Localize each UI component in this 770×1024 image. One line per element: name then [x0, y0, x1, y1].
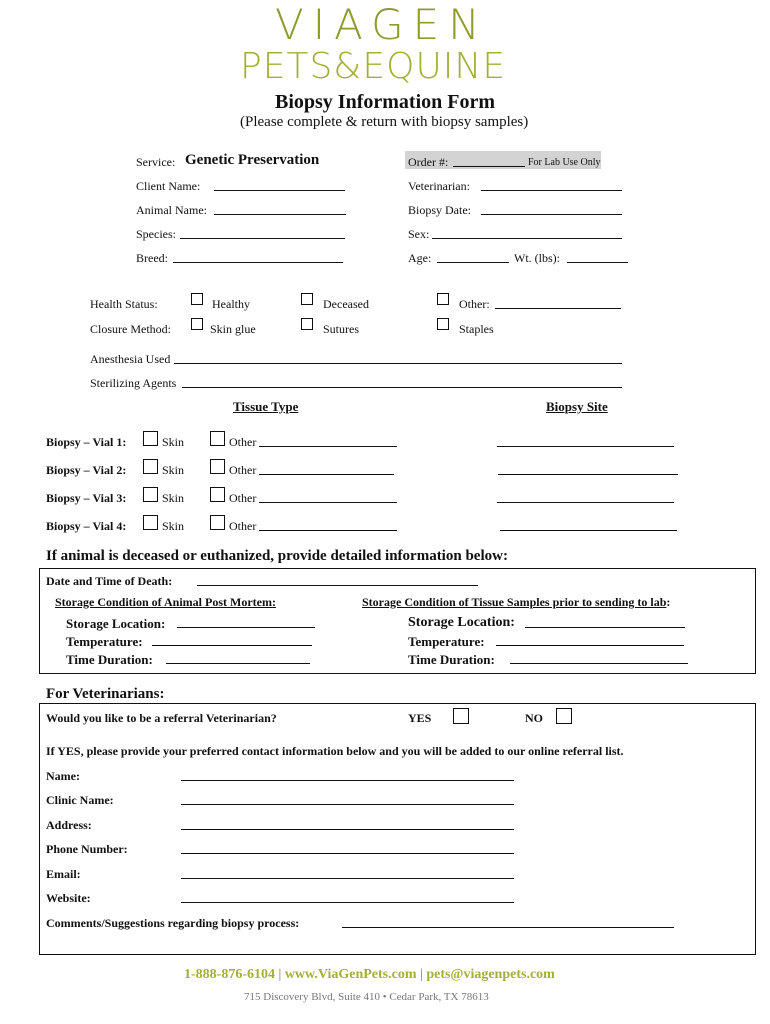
vial-3-skin-checkbox[interactable]	[143, 487, 158, 502]
other-health-label: Other:	[459, 297, 490, 311]
logo-pets-equine: PETS&EQUINE	[240, 46, 507, 87]
anesthesia-label: Anesthesia Used	[90, 352, 171, 366]
weight-field[interactable]	[567, 250, 628, 263]
lab-use-note: For Lab Use Only	[528, 157, 601, 168]
sex-field[interactable]	[432, 226, 622, 239]
ts-duration-field[interactable]	[510, 651, 688, 664]
deceased-label: Deceased	[323, 297, 369, 311]
clinic-name-field[interactable]	[181, 792, 514, 805]
weight-label: Wt. (lbs):	[514, 251, 560, 265]
deceased-checkbox[interactable]	[301, 293, 313, 305]
address-label: Address:	[46, 818, 92, 832]
footer-contact	[184, 967, 555, 983]
biopsy-date-label: Biopsy Date:	[408, 203, 471, 217]
vial-3-label: Biopsy – Vial 3:	[46, 491, 127, 505]
tissue-samples-heading-wrap	[362, 595, 670, 610]
no-checkbox[interactable]	[556, 708, 572, 724]
veterinarian-field[interactable]	[481, 178, 622, 191]
age-field[interactable]	[437, 250, 509, 263]
sutures-checkbox[interactable]	[301, 318, 313, 330]
other-health-checkbox[interactable]	[437, 293, 449, 305]
anesthesia-field[interactable]	[174, 351, 622, 364]
sutures-label: Sutures	[323, 322, 359, 336]
other-health-field[interactable]	[495, 296, 621, 309]
tissue-samples-heading: Storage Condition of Tissue Samples prior to sending to lab	[362, 595, 667, 609]
vial-4-other-checkbox[interactable]	[210, 515, 225, 530]
footer-separator: |	[278, 967, 282, 982]
phone-label: Phone Number:	[46, 842, 128, 856]
form-title: Biopsy Information Form	[275, 91, 495, 113]
footer-separator: |	[420, 967, 423, 982]
vial-3-site-field[interactable]	[497, 490, 674, 503]
skin-glue-label: Skin glue	[210, 322, 256, 336]
breed-label: Breed:	[136, 251, 168, 265]
referral-question: Would you like to be a referral Veterinarian?	[46, 711, 277, 725]
yes-label: YES	[408, 711, 432, 725]
pm-duration-field[interactable]	[166, 651, 310, 664]
comments-field[interactable]	[342, 915, 674, 928]
vial-1-label: Biopsy – Vial 1:	[46, 435, 127, 449]
species-label: Species:	[136, 227, 176, 241]
website-field[interactable]	[181, 890, 514, 903]
vial-4-site-field[interactable]	[500, 518, 677, 531]
no-label: NO	[525, 711, 543, 725]
logo-viagen: VIAGEN	[275, 0, 489, 49]
pm-duration-label: Time Duration:	[66, 652, 153, 667]
sterilizing-label: Sterilizing Agents	[90, 376, 177, 390]
clinic-name-label: Clinic Name:	[46, 793, 114, 807]
vets-heading: For Veterinarians:	[46, 686, 165, 702]
vial-1-skin-label: Skin	[162, 435, 185, 449]
vet-name-field[interactable]	[181, 768, 514, 781]
vial-1-site-field[interactable]	[497, 434, 674, 447]
vial-4-other-field[interactable]	[259, 518, 397, 531]
footer-phone[interactable]: 1-888-876-6104	[184, 967, 275, 982]
footer-email[interactable]: pets@viagenpets.com	[426, 967, 555, 982]
vet-name-label: Name:	[46, 769, 80, 783]
tissue-samples-colon: :	[666, 595, 671, 609]
pm-temperature-field[interactable]	[152, 633, 312, 646]
age-label: Age:	[408, 251, 432, 265]
biopsy-site-heading: Biopsy Site	[546, 399, 608, 414]
staples-checkbox[interactable]	[437, 318, 449, 330]
order-number-label: Order #:	[408, 155, 449, 169]
vial-2-other-label: Other	[229, 463, 257, 477]
vial-2-other-checkbox[interactable]	[210, 459, 225, 474]
vial-4-skin-checkbox[interactable]	[143, 515, 158, 530]
vial-1-other-field[interactable]	[259, 434, 397, 447]
closure-method-label: Closure Method:	[90, 322, 171, 336]
vial-1-other-label: Other	[229, 435, 257, 449]
vial-3-other-checkbox[interactable]	[210, 487, 225, 502]
date-time-death-field[interactable]	[197, 573, 478, 586]
email-label: Email:	[46, 867, 81, 881]
ts-location-label: Storage Location:	[408, 615, 515, 630]
healthy-checkbox[interactable]	[191, 293, 203, 305]
breed-field[interactable]	[173, 250, 343, 263]
vial-4-skin-label: Skin	[162, 519, 185, 533]
staples-label: Staples	[459, 322, 494, 336]
vial-3-skin-label: Skin	[162, 491, 185, 505]
sex-label: Sex:	[408, 227, 430, 241]
client-name-label: Client Name:	[136, 179, 201, 193]
pm-temperature-label: Temperature:	[66, 634, 143, 649]
footer-website[interactable]: www.ViaGenPets.com	[284, 967, 417, 982]
vial-2-other-field[interactable]	[259, 462, 394, 475]
tissue-type-heading: Tissue Type	[233, 399, 299, 414]
sterilizing-field[interactable]	[182, 375, 622, 388]
vial-2-site-field[interactable]	[498, 462, 678, 475]
date-time-death-label: Date and Time of Death:	[46, 574, 173, 588]
vial-4-label: Biopsy – Vial 4:	[46, 519, 127, 533]
vial-1-skin-checkbox[interactable]	[143, 431, 158, 446]
order-number-field[interactable]	[453, 154, 525, 167]
species-field[interactable]	[180, 226, 345, 239]
vial-3-other-field[interactable]	[259, 490, 397, 503]
client-name-field[interactable]	[214, 178, 345, 191]
animal-name-field[interactable]	[214, 202, 346, 215]
phone-field[interactable]	[181, 841, 514, 854]
ts-location-field[interactable]	[525, 615, 685, 628]
animal-name-label: Animal Name:	[136, 203, 207, 217]
pm-location-label: Storage Location:	[66, 616, 166, 631]
vial-3-other-label: Other	[229, 491, 257, 505]
vial-2-skin-checkbox[interactable]	[143, 459, 158, 474]
vial-2-skin-label: Skin	[162, 463, 185, 477]
address-field[interactable]	[181, 817, 514, 830]
vial-1-other-checkbox[interactable]	[210, 431, 225, 446]
post-mortem-heading: Storage Condition of Animal Post Mortem:	[55, 595, 276, 609]
vial-2-label: Biopsy – Vial 2:	[46, 463, 127, 477]
vial-4-other-label: Other	[229, 519, 257, 533]
health-status-label: Health Status:	[90, 297, 158, 311]
deceased-heading: If animal is deceased or euthanized, provide detailed information below:	[46, 548, 508, 564]
service-value: Genetic Preservation	[185, 152, 320, 168]
veterinarian-label: Veterinarian:	[408, 179, 470, 193]
pm-location-field[interactable]	[177, 615, 315, 628]
ts-temperature-label: Temperature:	[408, 634, 485, 649]
biopsy-date-field[interactable]	[481, 202, 622, 215]
ts-duration-label: Time Duration:	[408, 652, 495, 667]
healthy-label: Healthy	[212, 297, 250, 311]
email-field[interactable]	[181, 866, 514, 879]
website-label: Website:	[46, 891, 91, 905]
ts-temperature-field[interactable]	[496, 633, 684, 646]
comments-label: Comments/Suggestions regarding biopsy process:	[46, 916, 300, 930]
form-subtitle: (Please complete & return with biopsy samples)	[240, 114, 529, 130]
skin-glue-checkbox[interactable]	[191, 318, 203, 330]
footer-address: 715 Discovery Blvd, Suite 410 • Cedar Park, TX 78613	[244, 991, 489, 1003]
if-yes-instructions: If YES, please provide your preferred contact information below and you will be added to our online referral list.	[46, 744, 624, 758]
service-label: Service:	[136, 155, 176, 169]
yes-checkbox[interactable]	[453, 708, 469, 724]
